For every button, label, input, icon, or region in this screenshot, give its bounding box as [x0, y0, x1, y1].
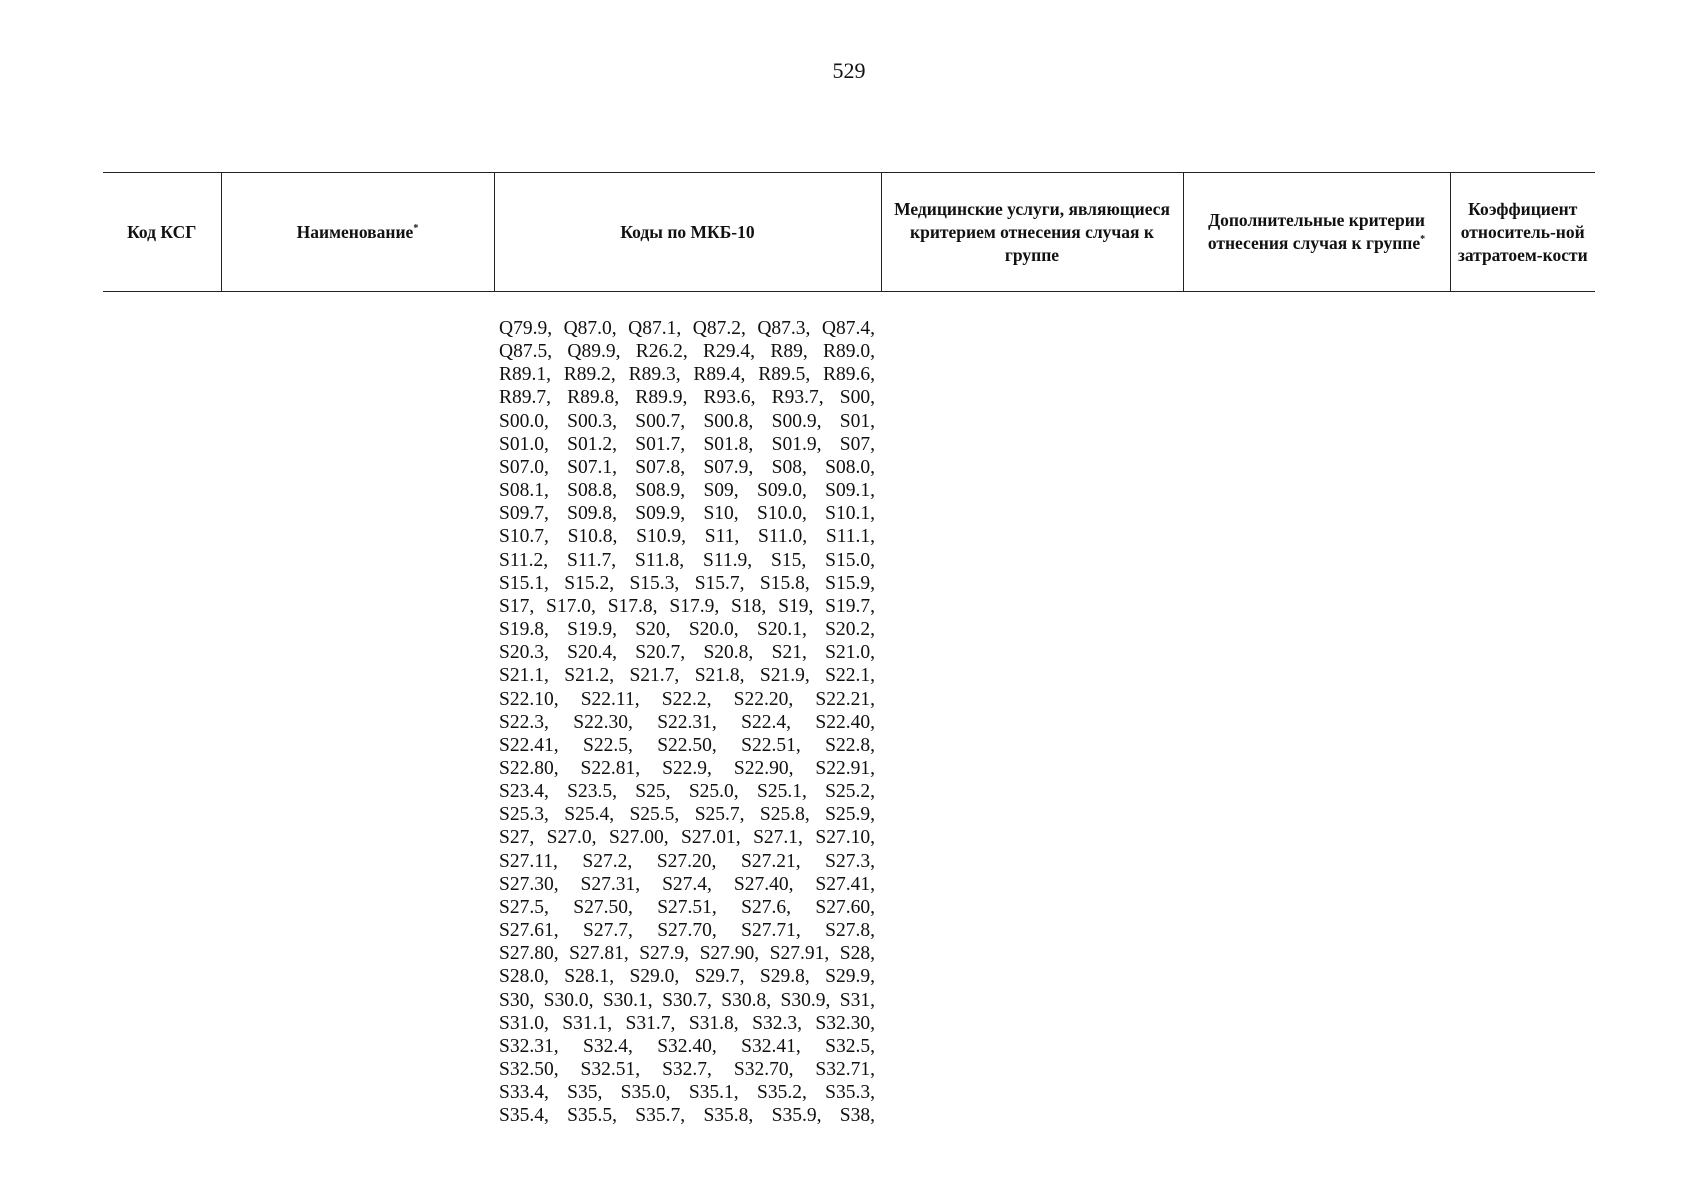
- header-mkb-codes: Коды по МКБ-10: [494, 173, 881, 292]
- mkb-code-line: S01.0, S01.2, S01.7, S01.8, S01.9, S07,: [499, 433, 875, 455]
- mkb-code-line: S10.7, S10.8, S10.9, S11, S11.0, S11.1,: [499, 526, 875, 548]
- mkb-code-line: S27.30, S27.31, S27.4, S27.40, S27.41,: [499, 873, 875, 895]
- mkb-code-line: S11.2, S11.7, S11.8, S11.9, S15, S15.0,: [499, 549, 875, 571]
- table-header-row: [103, 173, 1595, 292]
- footnote-mark: *: [413, 222, 419, 234]
- ksg-table: [103, 172, 1595, 1127]
- mkb-code-line: Q79.9, Q87.0, Q87.1, Q87.2, Q87.3, Q87.4,: [499, 318, 875, 339]
- header-ksg-code: Код КСГ: [103, 173, 221, 292]
- mkb-code-line: S33.4, S35, S35.0, S35.1, S35.2, S35.3,: [499, 1082, 875, 1104]
- mkb-code-line: S27.11, S27.2, S27.20, S27.21, S27.3,: [499, 850, 875, 872]
- table-row: [103, 292, 1595, 1128]
- mkb-code-line: S00.0, S00.3, S00.7, S00.8, S00.9, S01,: [499, 410, 875, 432]
- mkb-code-line: S28.0, S28.1, S29.0, S29.7, S29.8, S29.9,: [499, 966, 875, 988]
- mkb-code-line: S27.80, S27.81, S27.9, S27.90, S27.91, S28,: [499, 943, 875, 965]
- cell-mkb-codes: [494, 292, 881, 1128]
- mkb-code-line: S30, S30.0, S30.1, S30.7, S30.8, S30.9, S31,: [499, 989, 875, 1011]
- mkb-code-line: S09.7, S09.8, S09.9, S10, S10.0, S10.1,: [499, 503, 875, 525]
- mkb-code-line: S23.4, S23.5, S25, S25.0, S25.1, S25.2,: [499, 781, 875, 803]
- mkb-code-line: S20.3, S20.4, S20.7, S20.8, S21, S21.0,: [499, 642, 875, 664]
- header-name: Наименование*: [221, 173, 494, 292]
- mkb-code-line: S25.3, S25.4, S25.5, S25.7, S25.8, S25.9,: [499, 804, 875, 826]
- mkb-code-line: S35.4, S35.5, S35.7, S35.8, S35.9, S38,: [499, 1105, 875, 1127]
- mkb-code-line: S27.61, S27.7, S27.70, S27.71, S27.8,: [499, 920, 875, 942]
- mkb-code-line: S08.1, S08.8, S08.9, S09, S09.0, S09.1,: [499, 480, 875, 502]
- mkb-code-line: S22.41, S22.5, S22.50, S22.51, S22.8,: [499, 734, 875, 756]
- mkb-code-line: S27.5, S27.50, S27.51, S27.6, S27.60,: [499, 896, 875, 918]
- page-number: 529: [832, 58, 866, 83]
- header-medical-services: Медицинские услуги, являющиеся критерием отнесения случая к группе: [881, 173, 1183, 292]
- mkb-code-line: S15.1, S15.2, S15.3, S15.7, S15.8, S15.9,: [499, 572, 875, 594]
- mkb-code-line: S07.0, S07.1, S07.8, S07.9, S08, S08.0,: [499, 456, 875, 478]
- mkb-code-line: S32.31, S32.4, S32.40, S32.41, S32.5,: [499, 1035, 875, 1057]
- cell-extra-criteria: [1183, 292, 1450, 1128]
- cell-name: [221, 292, 494, 1128]
- header-coefficient: Коэффициент относитель-ной затратоем-кости: [1450, 173, 1595, 292]
- mkb-code-line: S21.1, S21.2, S21.7, S21.8, S21.9, S22.1,: [499, 665, 875, 687]
- cell-medical-services: [881, 292, 1183, 1128]
- mkb-code-line: S22.10, S22.11, S22.2, S22.20, S22.21,: [499, 688, 875, 710]
- mkb-code-line: S31.0, S31.1, S31.7, S31.8, S32.3, S32.30,: [499, 1012, 875, 1034]
- mkb-code-line: R89.7, R89.8, R89.9, R93.6, R93.7, S00,: [499, 387, 875, 409]
- mkb-code-line: S19.8, S19.9, S20, S20.0, S20.1, S20.2,: [499, 619, 875, 641]
- mkb-code-line: S22.80, S22.81, S22.9, S22.90, S22.91,: [499, 757, 875, 779]
- mkb-code-line: R89.1, R89.2, R89.3, R89.4, R89.5, R89.6,: [499, 364, 875, 386]
- mkb-code-line: S17, S17.0, S17.8, S17.9, S18, S19, S19.7,: [499, 595, 875, 617]
- mkb-code-line: S27, S27.0, S27.00, S27.01, S27.1, S27.10,: [499, 827, 875, 849]
- mkb-code-line: S22.3, S22.30, S22.31, S22.4, S22.40,: [499, 711, 875, 733]
- mkb-code-line: Q87.5, Q89.9, R26.2, R29.4, R89, R89.0,: [499, 341, 875, 363]
- cell-ksg-code: [103, 292, 221, 1128]
- footnote-mark: *: [1420, 234, 1426, 246]
- header-extra-criteria: Дополнительные критерии отнесения случая к группе*: [1183, 173, 1450, 292]
- mkb-code-line: S32.50, S32.51, S32.7, S32.70, S32.71,: [499, 1059, 875, 1080]
- cell-coefficient: [1450, 292, 1595, 1128]
